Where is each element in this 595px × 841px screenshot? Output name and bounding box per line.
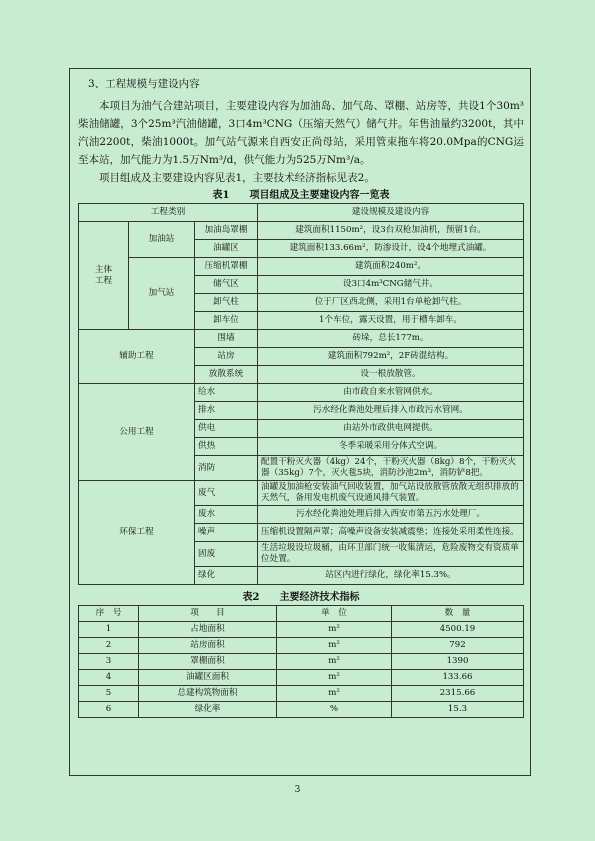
- item-cell: 废水: [195, 506, 258, 524]
- desc-cell: 设3口4m³CNG储气井。: [258, 276, 524, 294]
- unit-cell: m²: [277, 654, 392, 670]
- item-cell: 绿化: [195, 567, 258, 585]
- desc-cell: 建筑面积240m²。: [258, 258, 524, 276]
- page-frame: [69, 68, 531, 776]
- table2-header-index: 序 号: [79, 606, 139, 622]
- table-row: [79, 222, 524, 240]
- reference-paragraph: 项目组成及主要建设内容见表1，主要技术经济指标见表2。: [99, 172, 375, 184]
- desc-cell: 由站外市政供电网提供。: [258, 420, 524, 438]
- item-cell: 固废: [195, 542, 258, 567]
- category-cell: 环保工程: [79, 481, 195, 585]
- desc-cell: 设一根放散管。: [258, 366, 524, 384]
- index-cell: 2: [79, 638, 139, 654]
- index-cell: 4: [79, 670, 139, 686]
- desc-cell: 建筑面积792m²，2F砖混结构。: [258, 348, 524, 366]
- desc-cell: 生活垃圾设垃圾桶，由环卫部门统一收集清运，危险废物交有资质单位处置。: [258, 542, 524, 567]
- intro-paragraph: 本项目为油气合建站项目，主要建设内容为加油岛、加气岛、罩棚、站房等，共设1个30m³柴油储罐，3个25m³汽油储罐，3口4m³CNG（压缩天然气）储气井。年售油量约3200t，其中汽油2200t，柴油1000t。加气站气源来自西安正尚母站，采用管束拖车将20.0Mpa的CNG运至本站，加气能力为1.5万Nm³/d，供气能力为525万Nm³/a。: [78, 100, 524, 166]
- unit-cell: %: [277, 702, 392, 718]
- item-cell: 油罐区面积: [139, 670, 277, 686]
- table1-caption: 表1 项目组成及主要建设内容一览表: [212, 190, 390, 201]
- category-cell: 公用工程: [79, 384, 195, 481]
- index-cell: 1: [79, 622, 139, 638]
- subcategory-cell: 加油站: [129, 222, 195, 258]
- table-row: [79, 670, 524, 686]
- item-cell: 给水: [195, 384, 258, 402]
- desc-cell: 配置干粉灭火器（4kg）24个，干粉灭火器（8kg）8个，干粉灭火器（35kg）7个，灭火毯5块，消防沙池2m³，消防铲8把。: [258, 456, 524, 481]
- amount-cell: 1390: [392, 654, 524, 670]
- table2-caption: 表2 主要经济技术指标: [242, 592, 360, 603]
- amount-cell: 15.3: [392, 702, 524, 718]
- category-cell: 辅助工程: [79, 330, 195, 384]
- item-cell: 噪声: [195, 524, 258, 542]
- table-row: [79, 384, 524, 402]
- item-cell: 供热: [195, 438, 258, 456]
- desc-cell: 建筑面积1150m²，设3台双枪加油机，预留1台。: [258, 222, 524, 240]
- item-cell: 围墙: [195, 330, 258, 348]
- desc-cell: 1个车位，露天设置，用于槽车卸车。: [258, 312, 524, 330]
- item-cell: 消防: [195, 456, 258, 481]
- table-row: [79, 258, 524, 276]
- index-cell: 6: [79, 702, 139, 718]
- table1-header-category: 工程类别: [79, 204, 258, 222]
- table-row: [79, 654, 524, 670]
- amount-cell: 4500.19: [392, 622, 524, 638]
- table-row: [79, 330, 524, 348]
- index-cell: 3: [79, 654, 139, 670]
- desc-cell: 位于厂区西北侧，采用1台单枪卸气柱。: [258, 294, 524, 312]
- item-cell: 卸车位: [195, 312, 258, 330]
- item-cell: 废气: [195, 481, 258, 506]
- item-cell: 排水: [195, 402, 258, 420]
- item-cell: 站房: [195, 348, 258, 366]
- item-cell: 罩棚面积: [139, 654, 277, 670]
- desc-cell: 油罐及加油枪安装油气回收装置，加气站设放散管放散无组织排放的天然气，备用发电机废气设通风排气装置。: [258, 481, 524, 506]
- item-cell: 加油岛罩棚: [195, 222, 258, 240]
- desc-cell: 污水经化粪池处理后排入市政污水管网。: [258, 402, 524, 420]
- desc-cell: 压缩机设置隔声罩；高噪声设备安装减震垫；连接处采用柔性连接。: [258, 524, 524, 542]
- page-number: 3: [294, 785, 301, 795]
- table2-header-amount: 数 量: [392, 606, 524, 622]
- table1: [78, 203, 524, 585]
- table-row: [79, 686, 524, 702]
- amount-cell: 133.66: [392, 670, 524, 686]
- desc-cell: 站区内进行绿化，绿化率15.3%。: [258, 567, 524, 585]
- section-title: 3、工程规模与建设内容: [88, 78, 200, 90]
- item-cell: 绿化率: [139, 702, 277, 718]
- unit-cell: m²: [277, 670, 392, 686]
- table1-header-row: [79, 204, 524, 222]
- table1-header-content: 建设规模及建设内容: [258, 204, 524, 222]
- item-cell: 油罐区: [195, 240, 258, 258]
- table-row: [79, 622, 524, 638]
- desc-cell: 砖垛，总长177m。: [258, 330, 524, 348]
- category-cell: 主体 工程: [79, 222, 129, 330]
- desc-cell: 冬季采暖采用分体式空调。: [258, 438, 524, 456]
- table-row: [79, 481, 524, 506]
- table2: [78, 605, 524, 718]
- unit-cell: m²: [277, 686, 392, 702]
- subcategory-cell: 加气站: [129, 258, 195, 330]
- unit-cell: m²: [277, 638, 392, 654]
- desc-cell: 建筑面积133.66m²，防渗设计，设4个地埋式油罐。: [258, 240, 524, 258]
- item-cell: 总建构筑物面积: [139, 686, 277, 702]
- table2-header-item: 项 目: [139, 606, 277, 622]
- unit-cell: m²: [277, 622, 392, 638]
- table2-header-unit: 单 位: [277, 606, 392, 622]
- desc-cell: 由市政自来水管网供水。: [258, 384, 524, 402]
- item-cell: 站房面积: [139, 638, 277, 654]
- table-row: [79, 702, 524, 718]
- item-cell: 储气区: [195, 276, 258, 294]
- amount-cell: 792: [392, 638, 524, 654]
- item-cell: 占地面积: [139, 622, 277, 638]
- item-cell: 卸气柱: [195, 294, 258, 312]
- amount-cell: 2315.66: [392, 686, 524, 702]
- table2-header-row: [79, 606, 524, 622]
- item-cell: 压缩机罩棚: [195, 258, 258, 276]
- table-row: [79, 638, 524, 654]
- index-cell: 5: [79, 686, 139, 702]
- desc-cell: 污水经化粪池处理后排入西安市第五污水处理厂。: [258, 506, 524, 524]
- page-content: [78, 75, 524, 718]
- item-cell: 放散系统: [195, 366, 258, 384]
- item-cell: 供电: [195, 420, 258, 438]
